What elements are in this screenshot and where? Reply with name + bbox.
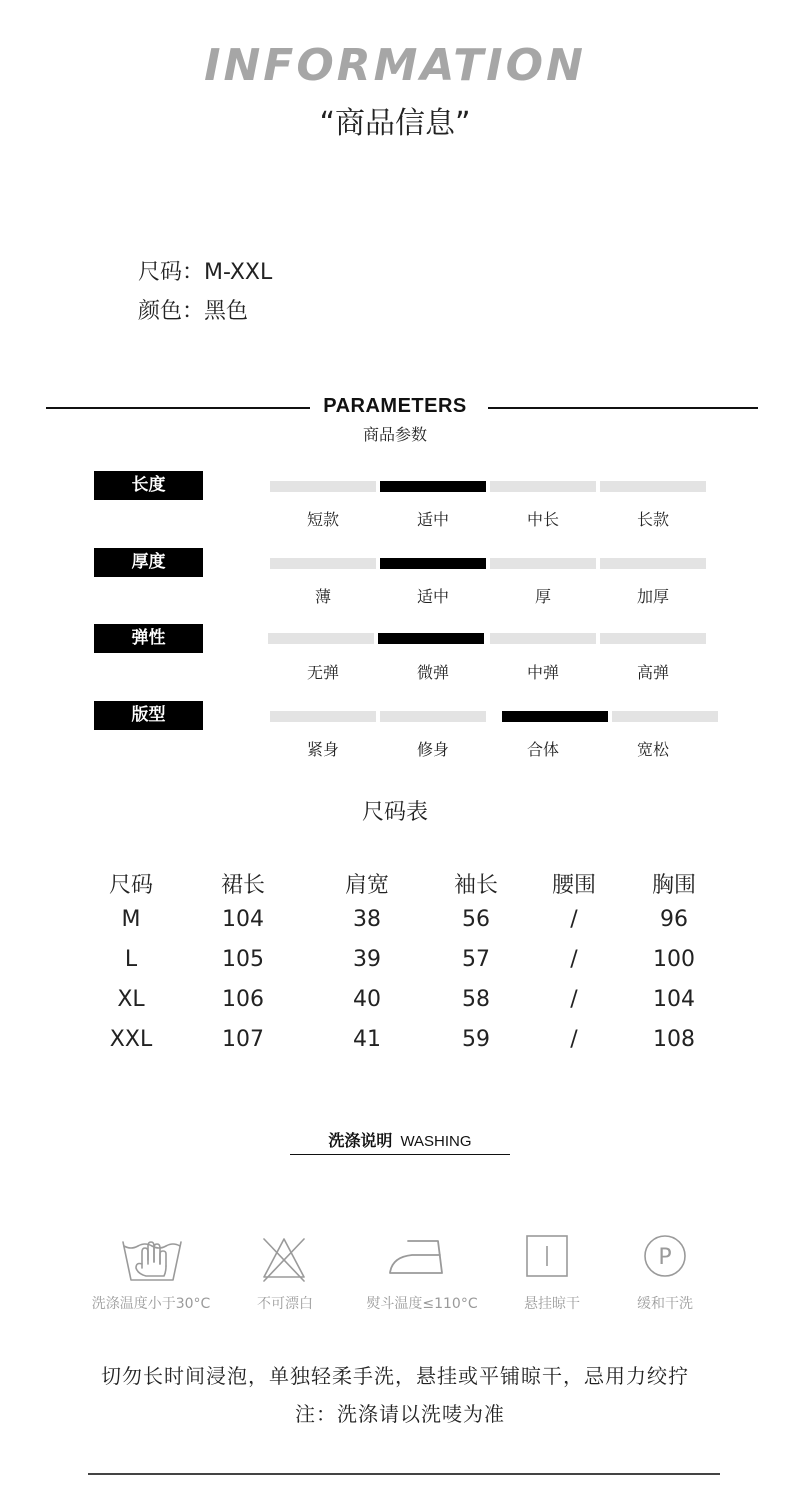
gentle-dry-clean-icon xyxy=(640,1228,690,1288)
table-cell: 100 xyxy=(653,947,695,972)
table-cell: 104 xyxy=(222,907,264,932)
wash-label: 洗涤温度小于30°C xyxy=(91,1296,211,1312)
table-cell: 106 xyxy=(222,987,264,1012)
table-cell: M xyxy=(121,907,141,932)
param-scale-segment xyxy=(268,633,374,644)
param-scale-segment xyxy=(270,481,376,492)
table-cell: 108 xyxy=(653,1027,695,1052)
hand-wash-icon xyxy=(120,1228,184,1288)
param-scale-segment-selected xyxy=(380,481,486,492)
param-label: 弹性 xyxy=(94,624,203,653)
no-bleach-icon xyxy=(261,1228,307,1288)
table-header: 腰围 xyxy=(551,873,596,898)
param-option: 短款 xyxy=(306,510,339,529)
param-option: 微弹 xyxy=(416,663,449,682)
table-cell: 58 xyxy=(462,987,490,1012)
table-cell: 39 xyxy=(353,947,381,972)
table-cell: 41 xyxy=(353,1027,381,1052)
table-header: 裙长 xyxy=(220,873,265,898)
param-option: 修身 xyxy=(416,740,449,759)
dry-clean-glyph: P xyxy=(658,1245,672,1270)
table-cell: XXL xyxy=(109,1027,153,1052)
size-table-title: 尺码表 xyxy=(361,800,428,825)
param-option: 无弹 xyxy=(306,663,339,682)
product-info-subtitle: “商品信息” xyxy=(319,106,471,141)
param-scale-segment xyxy=(490,558,596,569)
color-info-value: 黑色 xyxy=(204,299,249,324)
param-label: 厚度 xyxy=(94,548,203,577)
param-scale-segment xyxy=(600,633,706,644)
hang-dry-icon xyxy=(524,1228,570,1288)
param-scale-segment-selected xyxy=(502,711,608,722)
wash-label: 熨斗温度≤110°C xyxy=(366,1296,478,1312)
param-option: 加厚 xyxy=(636,587,669,606)
washing-title xyxy=(290,1128,510,1155)
iron-icon xyxy=(386,1228,446,1288)
table-cell: XL xyxy=(117,987,145,1012)
param-option: 高弹 xyxy=(636,663,669,682)
param-option: 中弹 xyxy=(526,663,559,682)
table-cell: 59 xyxy=(462,1027,490,1052)
param-scale-segment xyxy=(600,481,706,492)
color-info xyxy=(138,294,248,325)
parameters-subtitle: 商品参数 xyxy=(362,425,427,444)
table-cell: / xyxy=(570,1027,578,1052)
table-header: 尺码 xyxy=(108,873,153,898)
size-info-key: 尺码 ： xyxy=(138,260,204,285)
washing-title-cn: 洗涤说明 xyxy=(328,1131,393,1150)
table-cell: 38 xyxy=(353,907,381,932)
size-info-value: M-XXL xyxy=(204,260,273,285)
param-option: 适中 xyxy=(416,510,449,529)
wash-label: 悬挂晾干 xyxy=(524,1296,580,1312)
parameters-title: PARAMETERS xyxy=(323,395,467,417)
param-scale-segment xyxy=(270,711,376,722)
table-cell: 57 xyxy=(462,947,490,972)
param-scale-segment xyxy=(490,481,596,492)
param-option: 适中 xyxy=(416,587,449,606)
param-scale-segment xyxy=(380,711,486,722)
table-cell: / xyxy=(570,947,578,972)
param-option: 薄 xyxy=(314,587,331,606)
param-option: 厚 xyxy=(534,587,551,606)
washing-note-label: 注：洗涤请以洗唛为准 xyxy=(295,1402,505,1426)
param-scale-segment xyxy=(600,558,706,569)
param-label: 版型 xyxy=(94,701,203,730)
table-header: 袖长 xyxy=(453,873,498,898)
param-scale-segment xyxy=(490,633,596,644)
washing-note: 切勿长时间浸泡，单独轻柔手洗，悬挂或平铺晾干，忌用力绞拧 xyxy=(101,1364,689,1388)
param-option: 紧身 xyxy=(306,740,339,759)
param-option: 宽松 xyxy=(636,740,669,759)
param-option: 合体 xyxy=(526,740,559,759)
table-cell: 96 xyxy=(660,907,688,932)
param-scale-segment-selected xyxy=(378,633,484,644)
param-scale-segment xyxy=(612,711,718,722)
param-scale-segment-selected xyxy=(380,558,486,569)
table-cell: 104 xyxy=(653,987,695,1012)
param-option: 长款 xyxy=(636,510,669,529)
param-scale-segment xyxy=(270,558,376,569)
table-cell: 107 xyxy=(222,1027,264,1052)
bottom-divider xyxy=(88,1473,720,1475)
information-title: INFORMATION xyxy=(204,40,586,91)
param-label: 长度 xyxy=(94,471,203,500)
table-cell: / xyxy=(570,987,578,1012)
table-cell: L xyxy=(124,947,138,972)
size-info xyxy=(138,255,272,286)
param-option: 中长 xyxy=(526,510,559,529)
table-cell: / xyxy=(570,907,578,932)
table-header: 胸围 xyxy=(651,873,696,898)
wash-label: 不可漂白 xyxy=(257,1296,313,1312)
table-cell: 56 xyxy=(462,907,490,932)
table-cell: 40 xyxy=(353,987,381,1012)
washing-title-en: WASHING xyxy=(400,1133,472,1150)
color-info-key: 颜色 ： xyxy=(138,299,204,324)
table-cell: 105 xyxy=(222,947,264,972)
table-header: 肩宽 xyxy=(344,873,389,898)
wash-label: 缓和干洗 xyxy=(637,1296,693,1312)
